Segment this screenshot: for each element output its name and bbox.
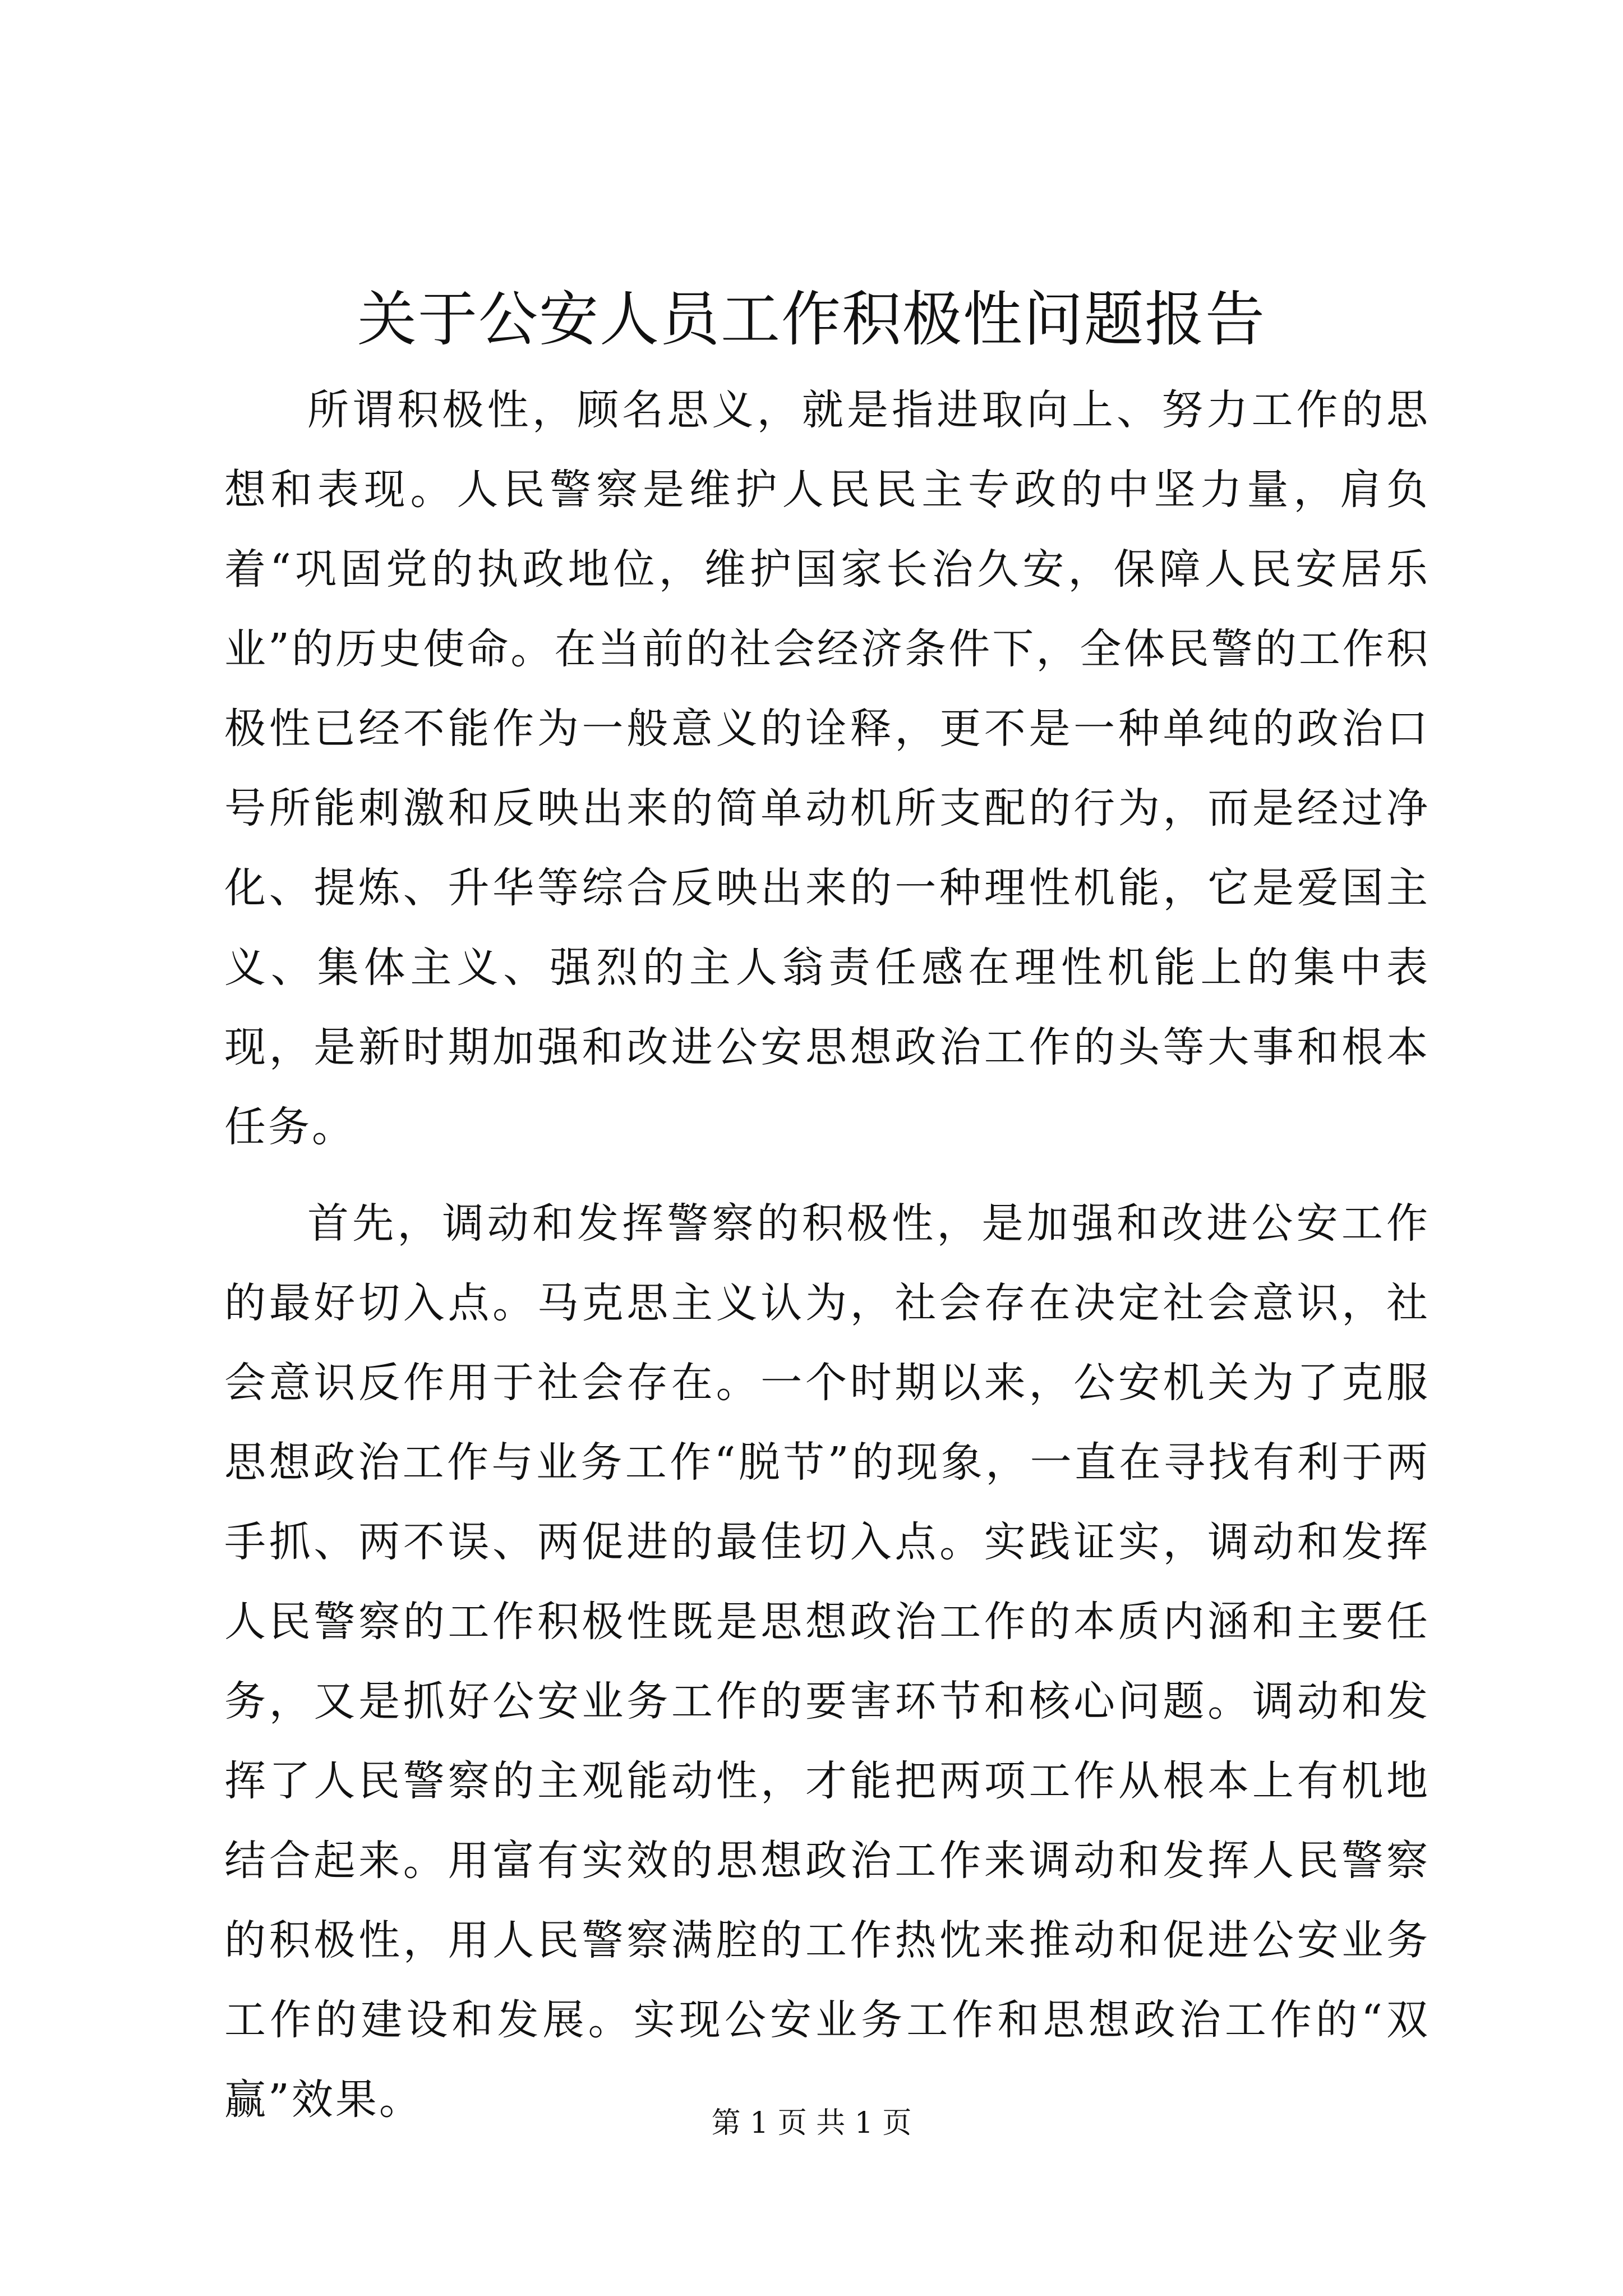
paragraph-1: 所谓积极性，顾名思义，就是指进取向上、努力工作的思想和表现。人民警察是维护人民民主专政的中坚力量，肩负着“巩固党的执政地位，维护国家长治久安，保障人民安居乐业”的历史使命。在当前的社会经济条件下，全体民警的工作积极性已经不能作为一般意义的诠释，更不是一种单纯的政治口号所能刺激和反映出来的简单动机所支配的行为，而是经过净化、提炼、升华等综合反映出来的一种理性机能，它是爱国主义、集体主义、强烈的主人翁责任感在理性机能上的集中表现，是新时期加强和改进公安思想政治工作的头等大事和根本任务。 — [224, 386, 1430, 1151]
paragraph-2: 首先，调动和发挥警察的积极性，是加强和改进公安工作的最好切入点。马克思主义认为，社会存在决定社会意识，社会意识反作用于社会存在。一个时期以来，公安机关为了克服思想政治工作与业务工作“脱节”的现象，一直在寻找有利于两手抓、两不误、两促进的最佳切入点。实践证实，调动和发挥人民警察的工作积极性既是思想政治工作的本质内涵和主要任务，又是抓好公安业务工作的要害环节和核心问题。调动和发挥了人民警察的主观能动性，才能把两项工作从根本上有机地结合起来。用富有实效的思想政治工作来调动和发挥人民警察的积极性，用人民警察满腔的工作热忱来推动和促进公安业务工作的建设和发展。实现公安业务工作和思想政治工作的“双赢”效果。 — [224, 1199, 1430, 2124]
document-body — [224, 370, 1430, 2139]
document-title: 关于公安人员工作积极性问题报告 — [357, 285, 1266, 354]
page-footer: 第 1 页 共 1 页 — [711, 2106, 912, 2140]
